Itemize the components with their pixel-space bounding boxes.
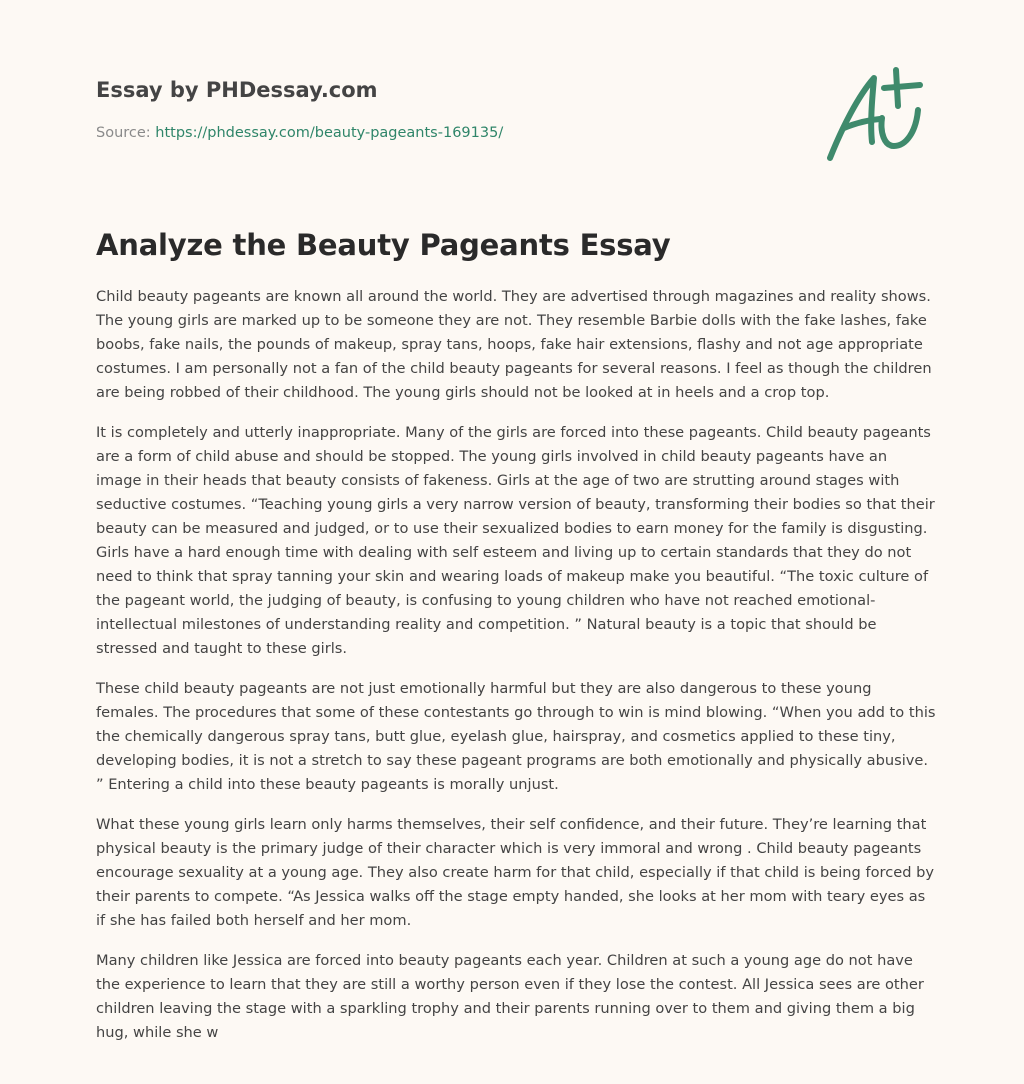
essay-paragraph: Child beauty pageants are known all around the world. They are advertised through magazines and reality shows. The young girls are marked up to be someone they are not. They resemble Barbie dolls with the fake lashes, fake boobs, fake nails, the pounds of makeup, spray tans, hoops, fake hair extensions, flashy and not age appropriate costumes. I am personally not a fan of the child beauty pageants for several reasons. I feel as though the children are being robbed of their childhood. The young girls should not be looked at in heels and a crop top.	[96, 288, 932, 401]
essay-paragraph: These child beauty pageants are not just emotionally harmful but they are also dangerous to these young females. The procedures that some of these contestants go through to win is mind blowing. “When you add to this the chemically dangerous spray tans, butt glue, eyelash glue, hairspray, and cosmetics applied to these tiny, developing bodies, it is not a stretch to say these pageant programs are both emotionally and physically abusive. ” Entering a child into these beauty pageants is morally unjust.	[96, 680, 936, 793]
essay-body	[96, 285, 936, 1061]
essay-paragraph: Many children like Jessica are forced into beauty pageants each year. Children at such a young age do not have the experience to learn that they are still a worthy person even if they lose the contest. All Jessica sees are other children leaving the stage with a sparkling trophy and their parents running over to them and giving them a big hug, while she w	[96, 952, 924, 1041]
essay-paragraph: It is completely and utterly inappropriate. Many of the girls are forced into these pageants. Child beauty pageants are a form of child abuse and should be stopped. The young girls involved in child beauty pageants have an image in their heads that beauty consists of fakeness. Girls at the age of two are strutting around stages with seductive costumes. “Teaching young girls a very narrow version of beauty, transforming their bodies so that their beauty can be measured and judged, or to use their sexualized bodies to earn money for the family is disgusting. Girls have a hard enough time with dealing with self esteem and living up to certain standards that they do not need to think that spray tanning your skin and wearing loads of makeup make you beautiful. “The toxic culture of the pageant world, the judging of beauty, is confusing to young children who have not reached emotional- intellectual milestones of understanding reality and competition. ” Natural beauty is a topic that should be stressed and taught to these girls.	[96, 424, 935, 657]
a-plus-logo-icon	[824, 66, 928, 166]
source-link[interactable]: https://phdessay.com/beauty-pageants-169135/	[155, 125, 504, 141]
document-header	[96, 0, 928, 190]
essay-title: Analyze the Beauty Pageants Essay	[96, 228, 671, 262]
essay-paragraph: What these young girls learn only harms themselves, their self confidence, and their future. They’re learning that physical beauty is the primary judge of their character which is very immoral and wrong . Child beauty pageants encourage sexuality at a young age. They also create harm for that child, especially if that child is being forced by their parents to compete. “As Jessica walks off the stage empty handed, she looks at her mom with teary eyes as if she has failed both herself and her mom.	[96, 816, 934, 929]
source-line	[96, 123, 503, 143]
source-label: Source:	[96, 125, 156, 141]
site-title: Essay by PHDessay.com	[96, 78, 378, 102]
